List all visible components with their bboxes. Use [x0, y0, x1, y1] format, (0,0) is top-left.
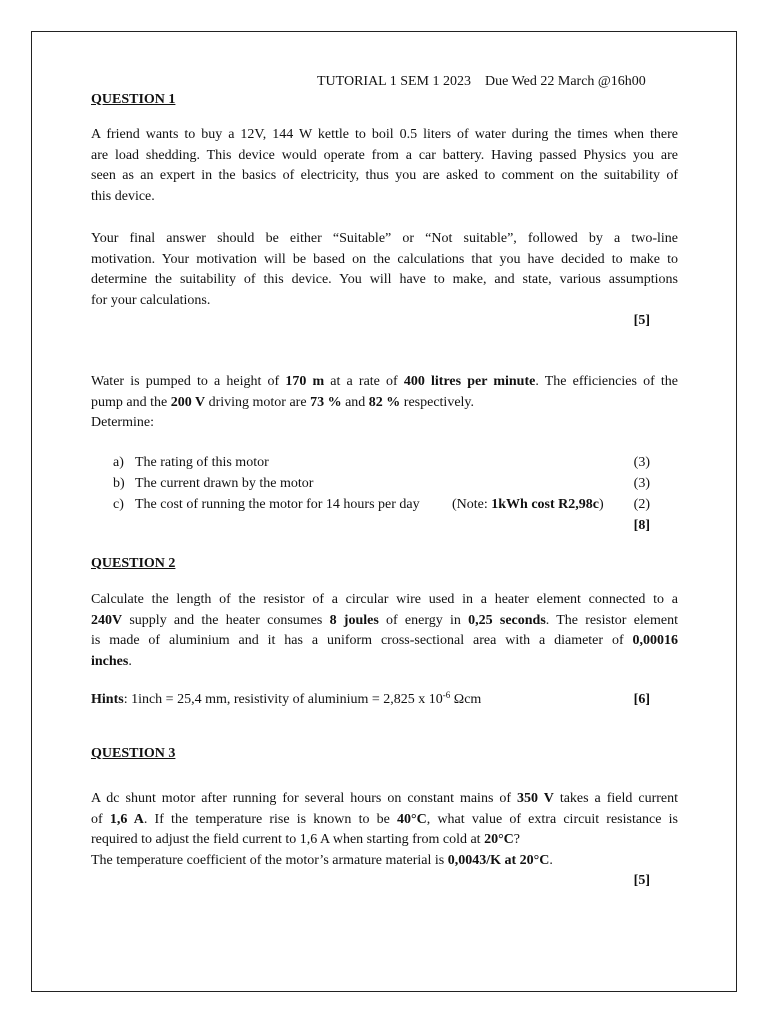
q1-p3-line-2: pump and the 200 V driving motor are 73 % and 82 % respectively.: [91, 394, 475, 410]
q2-mark: [6]: [633, 692, 650, 707]
q3-line-4: The temperature coefficient of the motor’s armature material is 0,0043/K at 20°C.: [91, 852, 553, 868]
q3-line-2: of 1,6 A. If the temperature rise is known to be 40°C, what value of extra circuit resistance is: [91, 811, 678, 827]
q1-p1-line: A friend wants to buy a 12V, 144 W kettle to boil 0.5 liters of water during the times when there: [91, 127, 678, 142]
hints-label: Hints: [91, 692, 124, 707]
q2-line-1: Calculate the length of the resistor of a circular wire used in a heater element connected to a: [91, 592, 678, 607]
q2-line-2: 240V supply and the heater consumes 8 joules of energy in 0,25 seconds. The resistor element: [91, 612, 679, 628]
q1-p1-line: seen as an expert in the basics of electricity, thus you are asked to comment on the suitability of: [91, 168, 678, 183]
q2-line-4: inches.: [91, 653, 132, 669]
q1-item-letter: b): [113, 476, 125, 491]
question-3-heading: QUESTION 3: [91, 746, 176, 761]
q1-mark: [5]: [633, 313, 650, 328]
q3-line-1: A dc shunt motor after running for several hours on constant mains of 350 V takes a field current: [91, 791, 679, 806]
q1-p1-line: are load shedding. This device would operate from a car battery. Having passed Physics you are: [91, 147, 678, 163]
q1-item-points: (3): [633, 476, 650, 491]
q1-p2-line: Your final answer should be either “Suitable” or “Not suitable”, followed by a two-line: [91, 231, 678, 246]
question-2-heading: QUESTION 2: [91, 556, 176, 571]
q1-item-text: The cost of running the motor for 14 hours per day: [135, 497, 420, 512]
q1-mark-2: [8]: [633, 518, 650, 533]
q1-item-points: (2): [633, 497, 650, 512]
question-1-heading: QUESTION 1: [91, 92, 176, 107]
due-date: Due Wed 22 March @16h00: [485, 74, 646, 89]
q1-p3-line-3: Determine:: [91, 415, 154, 430]
tutorial-title: TUTORIAL 1 SEM 1 2023: [317, 74, 471, 89]
q3-paragraph: [91, 789, 678, 871]
q1-item-letter: c): [113, 497, 124, 512]
q1-paragraph-3: [91, 372, 678, 434]
q1-paragraph-2: [91, 229, 678, 311]
q2-line-3: is made of aluminium and it has a uniform cross-sectional area with a diameter of 0,00016: [91, 633, 678, 648]
q1-p2-line: motivation. Your motivation will be based on the calculations that you have decided to make to: [91, 251, 678, 267]
page-header: [317, 72, 646, 93]
q3-line-3: required to adjust the field current to 1,6 A when starting from cold at 20°C?: [91, 832, 521, 847]
q2-paragraph: [91, 590, 678, 672]
q1-p3-line-1: Water is pumped to a height of 170 m at a rate of 400 litres per minute. The efficiencies of the: [91, 374, 678, 389]
q1-item-text: The rating of this motor: [135, 455, 269, 470]
q1-p2-line: determine the suitability of this device. You will have to make, and state, various assumptions: [91, 272, 678, 287]
q3-mark: [5]: [633, 873, 650, 888]
q1-item-points: (3): [633, 455, 650, 470]
q1-p1-line: this device.: [91, 188, 155, 204]
q1-item-letter: a): [113, 455, 124, 470]
q1-item-text: The current drawn by the motor: [135, 476, 314, 491]
q2-hints: Hints: 1inch = 25,4 mm, resistivity of aluminium = 2,825 x $10^{-6}$ Ωcm: [91, 690, 482, 707]
q1-p2-line: for your calculations.: [91, 292, 211, 308]
q1-paragraph-1: [91, 125, 678, 207]
q1-item-note: (Note: 1kWh cost R2,98c): [452, 497, 604, 512]
exponent: -6: [442, 690, 451, 700]
